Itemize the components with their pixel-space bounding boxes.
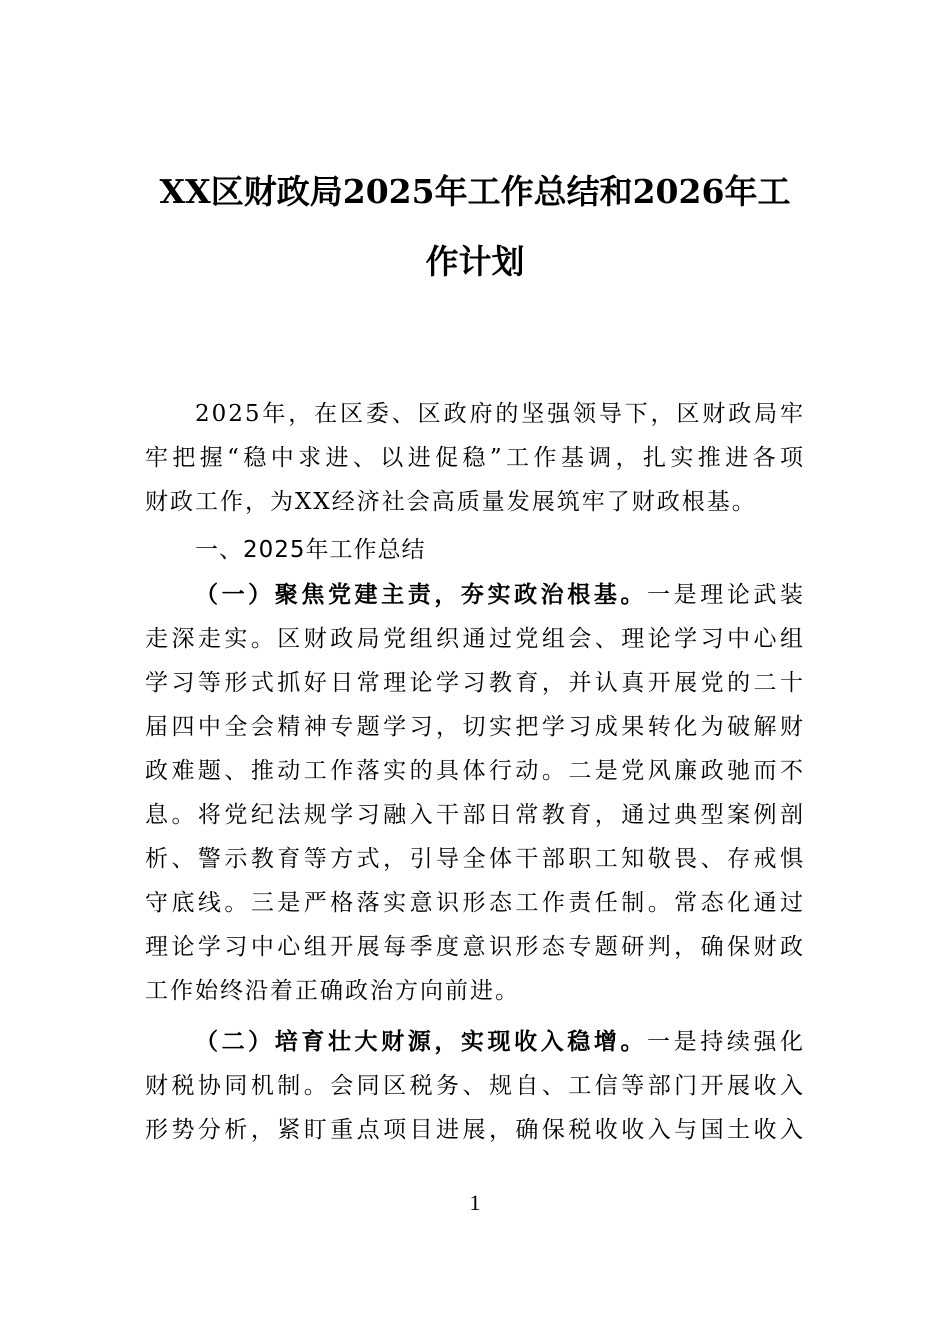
part-1-line-6: 息。将党纪法规学习融入干部日常教育，通过典型案例剖 xyxy=(145,802,805,828)
part-2-heading: （二）培育壮大财源，实现收入稳增。 xyxy=(195,1028,648,1055)
part-1-line-5: 政难题、推动工作落实的具体行动。二是党风廉政驰而不 xyxy=(145,758,805,784)
part-2-line-2: 财税协同机制。会同区税务、规自、工信等部门开展收入 xyxy=(145,1073,805,1099)
part-1-line-8: 守底线。三是严格落实意识形态工作责任制。常态化通过 xyxy=(145,890,805,916)
part-1-line-1 xyxy=(195,577,805,613)
part-1-first-line-rest: 一是理论武装 xyxy=(647,582,806,608)
part-1-line-9: 理论学习中心组开展每季度意识形态专题研判，确保财政 xyxy=(145,934,805,960)
document-title-line-1: XX区财政局2025年工作总结和2026年工 xyxy=(159,172,791,211)
part-1-heading: （一）聚焦党建主责，夯实政治根基。 xyxy=(195,581,648,608)
section-1-heading: 一、2025年工作总结 xyxy=(195,537,426,563)
page-number: 1 xyxy=(469,1190,481,1215)
document-title-line-2: 作计划 xyxy=(425,242,525,281)
part-2-line-1 xyxy=(195,1024,805,1060)
part-1-line-2: 走深走实。区财政局党组织通过党组会、理论学习中心组 xyxy=(145,626,805,652)
intro-line-1: 2025年，在区委、区政府的坚强领导下，区财政局牢 xyxy=(195,401,805,427)
intro-line-3: 财政工作，为XX经济社会高质量发展筑牢了财政根基。 xyxy=(145,489,757,515)
part-1-line-7: 析、警示教育等方式，引导全体干部职工知敬畏、存戒惧 xyxy=(145,846,805,872)
part-1-line-10: 工作始终沿着正确政治方向前进。 xyxy=(145,978,520,1004)
part-2-first-line-rest: 一是持续强化 xyxy=(647,1029,806,1055)
part-1-line-3: 学习等形式抓好日常理论学习教育，并认真开展党的二十 xyxy=(145,670,805,696)
part-1-line-4: 届四中全会精神专题学习，切实把学习成果转化为破解财 xyxy=(145,714,805,740)
intro-line-2: 牢把握“稳中求进、以进促稳”工作基调，扎实推进各项 xyxy=(145,445,805,471)
part-2-line-3: 形势分析，紧盯重点项目进展，确保税收收入与国土收入 xyxy=(145,1117,805,1143)
